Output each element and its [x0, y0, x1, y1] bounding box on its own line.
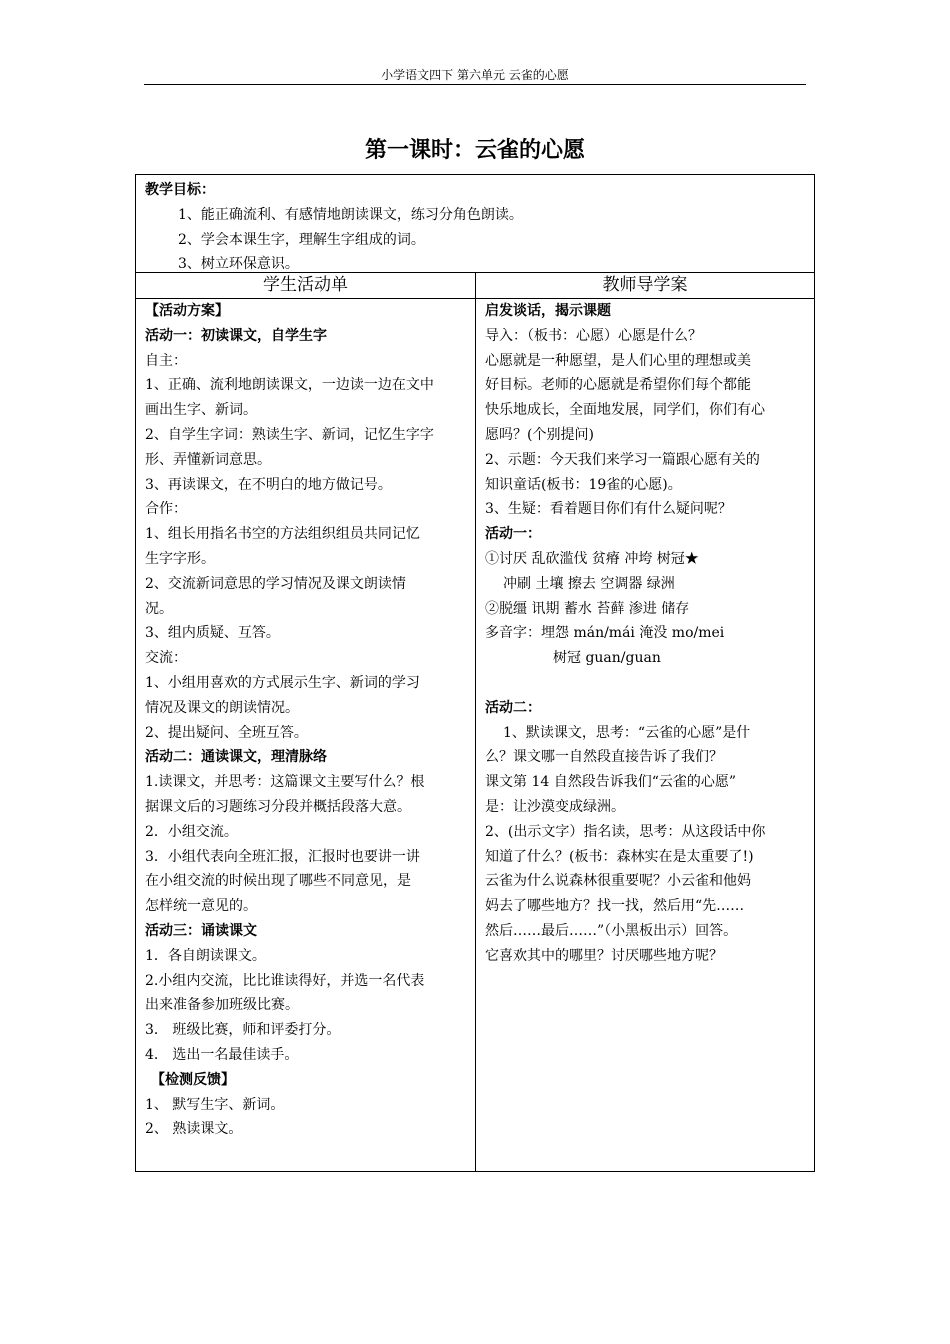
text-line: 1.读课文，并思考：这篇课文主要写什么？根	[145, 774, 425, 791]
text-line: 画出生字、新词。	[145, 402, 257, 419]
text-line: 1、小组用喜欢的方式展示生字、新词的学习	[145, 674, 420, 691]
goals-section	[136, 175, 814, 273]
text-line: 3、组内质疑、互答。	[145, 625, 280, 642]
text-line: 2、(出示文字）指名读，思考：从这段话中你	[485, 823, 766, 840]
text-line: 据课文后的习题练习分段并概括段落大意。	[145, 798, 411, 815]
text-line: 是：让沙漠变成绿洲。	[485, 798, 625, 815]
text-line: 多音字：埋怨 mán/mái 淹没 mo/mei	[485, 625, 725, 642]
goal-item: 1、能正确流利、有感情地朗读课文，练习分角色朗读。	[178, 207, 523, 223]
page-title: 第一课时：云雀的心愿	[364, 138, 585, 163]
goal-item: 3、树立环保意识。	[178, 256, 299, 272]
teacher-guide-column	[485, 299, 811, 969]
text-line: 1、 默写生字、新词。	[145, 1096, 285, 1113]
text-line: 导入：（板书：心愿）心愿是什么？	[485, 327, 702, 344]
text-line: 4． 选出一名最佳读手。	[145, 1046, 299, 1063]
text-line: 3、再读课文，在不明白的地方做记号。	[145, 476, 392, 493]
text-line: 3．小组代表向全班汇报，汇报时也要讲一讲	[145, 848, 420, 865]
text-line: 情况及课文的朗读情况。	[145, 699, 299, 716]
text-line: 交流：	[145, 650, 187, 667]
text-line: 么？课文哪一自然段直接告诉了我们？	[485, 749, 723, 766]
text-line: 2、自学生字词：熟读生字、新词，记忆生字字	[145, 426, 434, 443]
text-line: 2、示题：今天我们来学习一篇跟心愿有关的	[485, 451, 760, 468]
text-line: 【检测反馈】	[151, 1071, 235, 1088]
text-line: 云雀为什么说森林很重要呢？小云雀和他妈	[485, 873, 751, 890]
text-line: 1、组长用指名书空的方法组织组员共同记忆	[145, 526, 420, 543]
column-divider	[475, 273, 476, 1171]
text-line: 启发谈话，揭示课题	[485, 303, 611, 319]
text-line: 活动二：通读课文，理清脉络	[145, 749, 327, 766]
text-line: 2、提出疑问、全班互答。	[145, 724, 308, 741]
text-line: 1、默读课文，思考：“云雀的心愿”是什	[503, 724, 751, 741]
text-line: 出来准备参加班级比赛。	[145, 997, 299, 1014]
text-line: 【活动方案】	[145, 303, 229, 319]
header-rule	[144, 84, 806, 85]
text-line: 知道了什么？(板书：森林实在是太重要了!)	[485, 848, 754, 865]
text-line: 3、生疑：看着题目你们有什么疑问呢？	[485, 501, 732, 518]
column-header-student: 学生活动单	[136, 273, 475, 299]
text-line: ①讨厌 乱砍滥伐 贫瘠 冲垮 树冠★	[485, 550, 699, 567]
text-line: 心愿就是一种愿望，是人们心里的理想或美	[485, 352, 751, 369]
running-header: 小学语文四下 第六单元 云雀的心愿	[381, 68, 569, 82]
text-line: 活动二：	[485, 699, 541, 716]
lesson-table	[135, 174, 815, 1172]
text-line: 活动三：诵读课文	[145, 922, 257, 939]
text-line: 形、弄懂新词意思。	[145, 451, 271, 468]
text-line: 3． 班级比赛，师和评委打分。	[145, 1022, 341, 1039]
text-line: 2、交流新词意思的学习情况及课文朗读情	[145, 575, 406, 592]
text-line: 怎样统一意见的。	[145, 898, 257, 915]
text-line: 知识童话(板书：19雀的心愿)。	[485, 476, 682, 493]
text-line: ②脱缰 讯期 蓄水 苔藓 渗进 储存	[485, 600, 690, 617]
text-line: 课文第 14 自然段告诉我们“云雀的心愿”	[485, 774, 737, 791]
text-line: 妈去了哪些地方？找一找，然后用“先……	[485, 898, 745, 915]
text-line: 它喜欢其中的哪里？讨厌哪些地方呢？	[485, 947, 723, 964]
text-line: 在小组交流的时候出现了哪些不同意见，是	[145, 873, 411, 890]
text-line: 况。	[145, 600, 173, 617]
text-line: 树冠 guan/guan	[553, 650, 661, 667]
text-line: 活动一：	[485, 526, 541, 543]
text-line: 自主：	[145, 352, 187, 369]
text-line: 2、 熟读课文。	[145, 1121, 243, 1138]
text-line: 活动一：初读课文，自学生字	[145, 327, 327, 344]
goal-item: 2、学会本课生字，理解生字组成的词。	[178, 232, 425, 248]
text-line: 生字字形。	[145, 550, 215, 567]
text-line: 然后……最后……”（小黑板出示）回答。	[485, 922, 738, 939]
text-line: 快乐地成长，全面地发展，同学们，你们有心	[485, 402, 765, 419]
column-header-teacher: 教师导学案	[476, 273, 814, 299]
text-line: 冲刷 土壤 擦去 空调器 绿洲	[503, 575, 675, 592]
goals-title: 教学目标：	[145, 182, 215, 198]
text-line: 合作：	[145, 501, 187, 518]
text-line: 好目标。老师的心愿就是希望你们每个都能	[485, 377, 751, 394]
text-line: 2．小组交流。	[145, 823, 238, 840]
student-activity-column	[145, 299, 473, 1142]
text-line	[485, 671, 811, 696]
text-line: 愿吗？(个别提问)	[485, 426, 594, 443]
text-line: 2.小组内交流，比比谁读得好，并选一名代表	[145, 972, 425, 989]
text-line: 1．各自朗读课文。	[145, 947, 266, 964]
text-line: 1、正确、流利地朗读课文，一边读一边在文中	[145, 377, 434, 394]
